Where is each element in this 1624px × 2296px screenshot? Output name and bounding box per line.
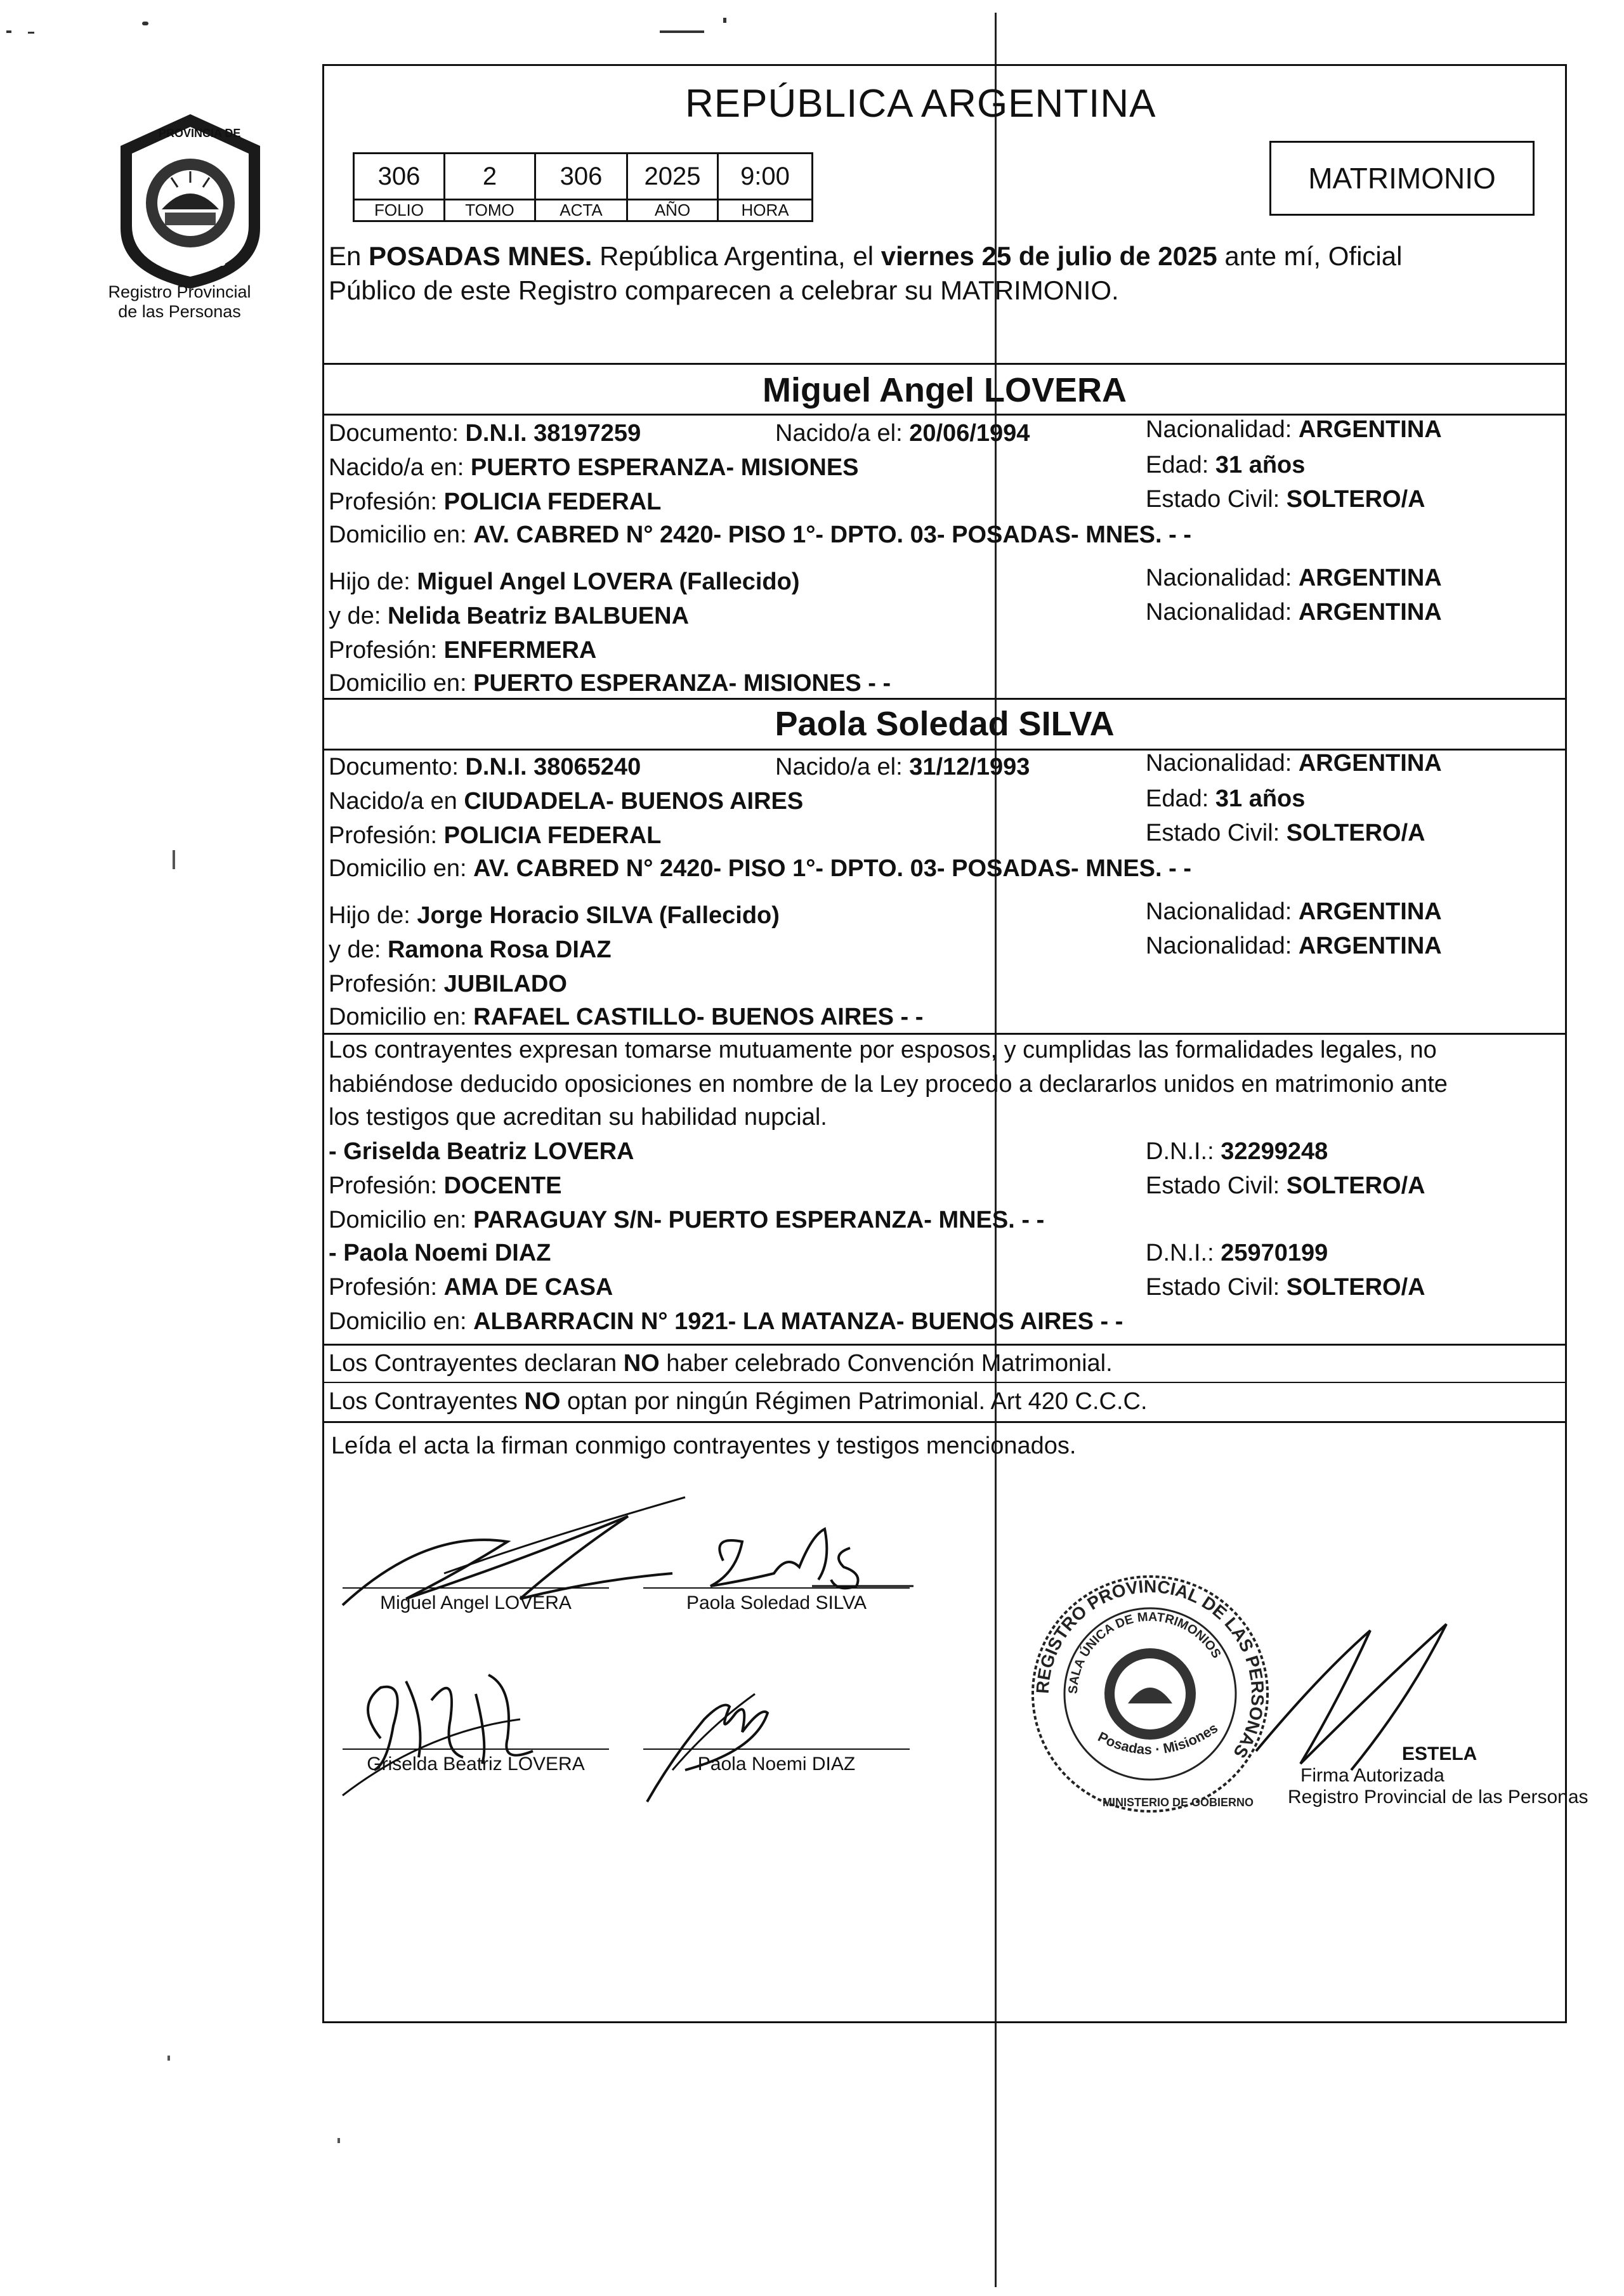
groom-padre: Hijo de: Miguel Angel LOVERA (Fallecido) (329, 568, 800, 595)
bride-padres-domicilio: Domicilio en: RAFAEL CASTILLO- BUENOS AIRES - - (329, 1004, 924, 1030)
bride-estado-civil: Estado Civil: SOLTERO/A (1146, 820, 1425, 846)
signature-caption-witness-2: Paola Noemi DIAZ (697, 1754, 856, 1774)
witness-2-estado-civil: Estado Civil: SOLTERO/A (1146, 1274, 1425, 1301)
tomo-label: TOMO (445, 200, 535, 221)
witness-1-estado-civil: Estado Civil: SOLTERO/A (1146, 1172, 1425, 1199)
regime-line-2: Los Contrayentes NO optan por ningún Régimen Patrimonial. Art 420 C.C.C. (329, 1388, 1148, 1415)
anio-value: 2025 (627, 154, 718, 200)
scan-mark (167, 2056, 170, 2061)
witness-1-name: - Griselda Beatriz LOVERA (329, 1138, 634, 1165)
groom-nacionalidad: Nacionalidad: ARGENTINA (1146, 416, 1442, 443)
groom-estado-civil: Estado Civil: SOLTERO/A (1146, 486, 1425, 513)
divider (322, 363, 1567, 365)
witness-2-profesion: Profesión: AMA DE CASA (329, 1274, 613, 1301)
official-name: ESTELA (1402, 1743, 1477, 1764)
groom-nacido-el: Nacido/a el: 20/06/1994 (775, 420, 1030, 447)
groom-name-heading: Miguel Angel LOVERA (762, 371, 1127, 409)
divider (322, 1344, 1567, 1346)
divider (322, 1033, 1567, 1035)
witness-1-profesion: Profesión: DOCENTE (329, 1172, 562, 1199)
witness-2-name: - Paola Noemi DIAZ (329, 1240, 551, 1266)
divider (322, 698, 1567, 700)
scan-mark (173, 850, 175, 869)
tomo-value: 2 (445, 154, 535, 200)
signature-line (643, 1587, 910, 1589)
bride-padre-nacionalidad: Nacionalidad: ARGENTINA (1146, 898, 1442, 925)
official-registry: Registro Provincial de las Personas (1288, 1787, 1588, 1807)
emblem-bottom-text: MISIONES (164, 255, 226, 269)
scan-mark (723, 18, 726, 23)
groom-profesion: Profesión: POLICIA FEDERAL (329, 489, 662, 515)
witness-2-dni: D.N.I.: 25970199 (1146, 1240, 1328, 1266)
bride-profesion: Profesión: POLICIA FEDERAL (329, 822, 662, 849)
bride-nacionalidad: Nacionalidad: ARGENTINA (1146, 750, 1442, 777)
stamp-inner-text: SALA ÚNICA DE MATRIMONIOS (1066, 1610, 1224, 1695)
stamp-ring-text: REGISTRO PROVINCIAL DE LAS PERSONAS (1032, 1576, 1268, 1762)
acta-value: 306 (535, 154, 627, 200)
scan-mark (28, 32, 34, 34)
witness-1-dni: D.N.I.: 32299248 (1146, 1138, 1328, 1165)
bride-nacido-el: Nacido/a el: 31/12/1993 (775, 754, 1030, 780)
bride-nacido-en: Nacido/a en CIUDADELA- BUENOS AIRES (329, 788, 804, 815)
groom-madre-nacionalidad: Nacionalidad: ARGENTINA (1146, 599, 1442, 626)
witness-1-domicilio: Domicilio en: PARAGUAY S/N- PUERTO ESPERANZA- MNES. - - (329, 1207, 1045, 1233)
bride-padres-profesion: Profesión: JUBILADO (329, 971, 567, 997)
stamp-ministry-text: MINISTERIO DE GOBIERNO (1103, 1796, 1254, 1809)
official-block (1288, 1743, 1588, 1808)
groom-padres-domicilio: Domicilio en: PUERTO ESPERANZA- MISIONES - - (329, 670, 891, 697)
signatures-intro: Leída el acta la firman conmigo contrayentes y testigos mencionados. (331, 1433, 1077, 1459)
declaration-line-2: habiéndose deducido oposiciones en nombre de la Ley procedo a declararlos unidos en matrimonio ante (329, 1071, 1448, 1098)
groom-padre-nacionalidad: Nacionalidad: ARGENTINA (1146, 565, 1442, 591)
groom-padres-profesion: Profesión: ENFERMERA (329, 637, 597, 664)
act-type-box: MATRIMONIO (1269, 141, 1535, 216)
record-table (353, 152, 813, 222)
folio-label: FOLIO (354, 200, 445, 221)
province-emblem (102, 108, 279, 311)
divider (322, 1421, 1567, 1423)
signature-caption-bride: Paola Soledad SILVA (686, 1592, 867, 1613)
hora-label: HORA (718, 200, 813, 221)
bride-name-heading: Paola Soledad SILVA (775, 705, 1115, 743)
official-stamp (1026, 1570, 1274, 1818)
signatures-row-2 (330, 1643, 952, 1808)
folio-value: 306 (354, 154, 445, 200)
anio-label: AÑO (627, 200, 718, 221)
witness-2-domicilio: Domicilio en: ALBARRACIN N° 1921- LA MATANZA- BUENOS AIRES - - (329, 1308, 1123, 1335)
bride-domicilio: Domicilio en: AV. CABRED N° 2420- PISO 1°- DPTO. 03- POSADAS- MNES. - - (329, 855, 1192, 882)
intro-line-2: Público de este Registro comparecen a celebrar su MATRIMONIO. (329, 275, 1119, 305)
scan-mark (337, 2138, 340, 2143)
scan-mark (142, 22, 148, 25)
bride-padre: Hijo de: Jorge Horacio SILVA (Fallecido) (329, 902, 780, 929)
groom-edad: Edad: 31 años (1146, 452, 1306, 478)
groom-documento: Documento: D.N.I. 38197259 (329, 420, 641, 447)
bride-edad: Edad: 31 años (1146, 785, 1306, 812)
groom-nacido-en: Nacido/a en: PUERTO ESPERANZA- MISIONES (329, 454, 859, 481)
hora-value: 9:00 (718, 154, 813, 200)
official-authorized: Firma Autorizada (1300, 1765, 1444, 1786)
signature-line (643, 1748, 910, 1750)
signature-caption-witness-1: Griselda Beatriz LOVERA (367, 1754, 585, 1774)
emblem-top-text: PROVINCIA DE (159, 127, 241, 140)
declaration-line-1: Los contrayentes expresan tomarse mutuamente por esposos, y cumplidas las formalidades legales, no (329, 1037, 1437, 1063)
intro-line-1: En POSADAS MNES. República Argentina, el viernes 25 de julio de 2025 ante mí, Oficial (329, 241, 1403, 271)
regime-line-1: Los Contrayentes declaran NO haber celebrado Convención Matrimonial. (329, 1350, 1113, 1377)
scan-mark (660, 30, 704, 33)
acta-label: ACTA (535, 200, 627, 221)
signature-line (343, 1748, 609, 1750)
groom-madre: y de: Nelida Beatriz BALBUENA (329, 603, 690, 629)
groom-domicilio: Domicilio en: AV. CABRED N° 2420- PISO 1°- DPTO. 03- POSADAS- MNES. - - (329, 522, 1192, 548)
scan-mark (6, 30, 11, 33)
signature-caption-groom: Miguel Angel LOVERA (380, 1592, 572, 1613)
bride-madre: y de: Ramona Rosa DIAZ (329, 936, 612, 963)
bride-madre-nacionalidad: Nacionalidad: ARGENTINA (1146, 933, 1442, 959)
divider (322, 1382, 1567, 1383)
stamp-bottom-text: Posadas · Misiones (1095, 1719, 1221, 1758)
page-title: REPÚBLICA ARGENTINA (685, 82, 1156, 126)
bride-documento: Documento: D.N.I. 38065240 (329, 754, 641, 780)
declaration-line-3: los testigos que acreditan su habilidad nupcial. (329, 1104, 827, 1131)
logo-caption: Registro Provincial de las Personas (108, 282, 251, 321)
signature-line (343, 1587, 609, 1589)
signatures-row-1 (330, 1478, 952, 1650)
